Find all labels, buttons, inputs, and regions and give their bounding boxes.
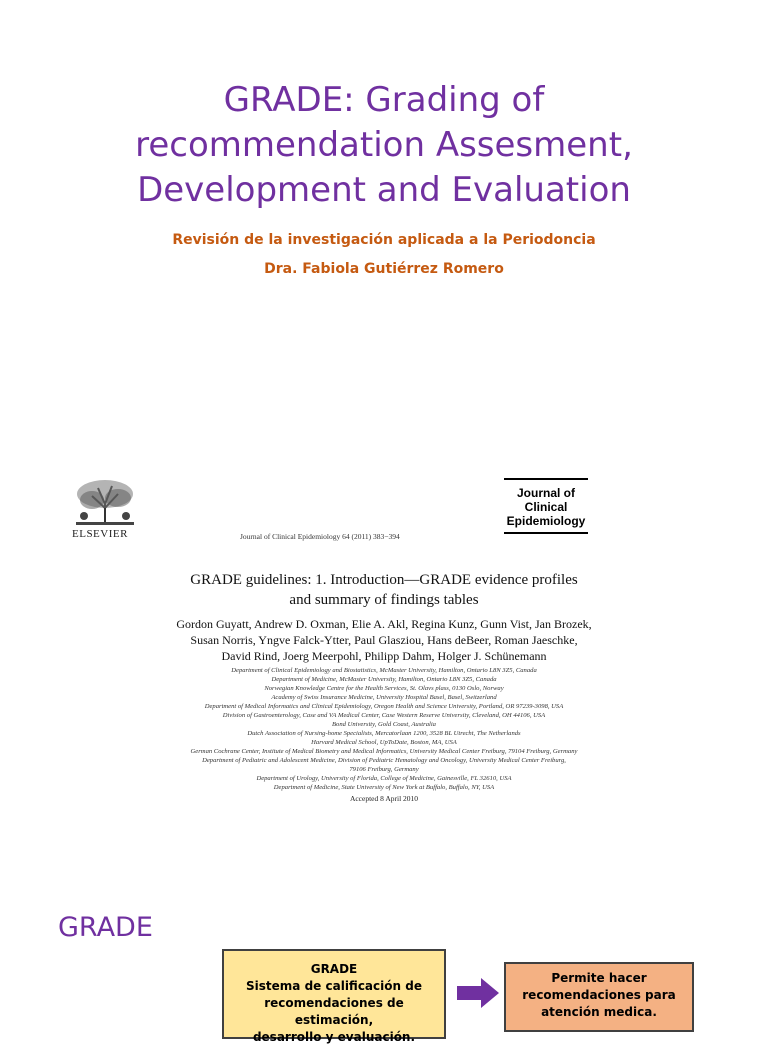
box-line: atención medica. <box>541 1005 657 1019</box>
box-line: recomendaciones de estimación, <box>264 996 404 1027</box>
affiliation: Department of Urology, University of Florida, College of Medicine, Gainesville, FL 32610, USA <box>256 775 512 782</box>
publisher-name: ELSEVIER <box>72 528 128 540</box>
title-line: recommendation Assesment, <box>135 125 633 165</box>
journal-logo-line: Clinical <box>524 500 568 514</box>
box-line: desarrollo y evaluación. <box>252 1030 416 1044</box>
affiliation: Department of Medicine, McMaster University, Hamilton, Ontario L8N 3Z5, Canada <box>271 676 497 683</box>
box-heading: GRADE <box>310 962 358 976</box>
author-line: David Rind, Joerg Meerpohl, Philipp Dahm, Holger J. Schünemann <box>221 649 547 663</box>
slide-2 <box>0 890 768 1044</box>
slide-author: Dra. Fabiola Gutiérrez Romero <box>264 261 504 277</box>
title-line: GRADE: Grading of <box>223 80 545 120</box>
affiliation: 79106 Freiburg, Germany <box>349 766 419 773</box>
author-line: Gordon Guyatt, Andrew D. Oxman, Elie A. Akl, Regina Kunz, Gunn Vist, Jan Brozek, <box>176 617 592 631</box>
slide-2-title: GRADE <box>58 912 153 943</box>
journal-logo <box>504 478 588 534</box>
paper-title-line: and summary of findings tables <box>289 592 479 608</box>
affiliation: Department of Clinical Epidemiology and Biostatistics, McMaster University, Hamilton, Ontario L8N 3Z5, Canada <box>231 667 537 674</box>
box-line: Sistema de calificación de <box>246 979 422 993</box>
title-line: Development and Evaluation <box>137 170 631 210</box>
grade-definition-box <box>222 949 446 1044</box>
paper-title-line: GRADE guidelines: 1. Introduction—GRADE evidence profiles <box>190 572 578 588</box>
box-line: recomendaciones para <box>522 988 676 1002</box>
journal-logo-line: Epidemiology <box>506 514 586 528</box>
paper-title <box>60 570 708 610</box>
journal-logo-line: Journal of <box>516 486 575 500</box>
box-line: Permite hacer <box>551 971 647 985</box>
slide-title <box>40 78 728 213</box>
affiliation: Harvard Medical School, UpToDate, Boston, MA, USA <box>311 739 457 746</box>
affiliation: Department of Medical Informatics and Clinical Epidemiology, Oregon Health and Science University, Portland, OR 97239-3098, USA <box>204 703 564 710</box>
affiliation: Department of Medicine, State University of New York at Buffalo, Buffalo, NY, USA <box>273 784 495 791</box>
affiliation: German Cochrane Center, Institute of Medical Biometry and Medical Informatics, University Medical Center Freiburg, 79104 Freiburg, Germany <box>190 748 578 755</box>
paper-affiliations <box>60 666 708 803</box>
right-arrow-icon <box>457 978 499 1008</box>
accepted-date: Accepted 8 April 2010 <box>349 794 419 803</box>
slide-subtitle: Revisión de la investigación aplicada a la Periodoncia <box>172 232 596 248</box>
affiliation: Division of Gastroenterology, Case and VA Medical Center, Case Western Reserve University, Cleveland, OH 44106, USA <box>222 712 546 719</box>
journal-citation: Journal of Clinical Epidemiology 64 (2011) 383−394 <box>240 532 400 541</box>
paper-excerpt-image <box>60 476 708 826</box>
paper-authors <box>60 616 708 664</box>
author-line: Susan Norris, Yngve Falck-Ytter, Paul Glasziou, Hans deBeer, Roman Jaeschke, <box>190 633 578 647</box>
affiliation: Dutch Association of Nursing-home Specialists, Mercatorlaan 1200, 3528 BL Utrecht, The Netherlands <box>247 730 521 737</box>
affiliation: Department of Pediatric and Adolescent Medicine, Division of Pediatric Hematology and Oncology, University Medical Center Freiburg, <box>202 757 566 764</box>
affiliation: Norwegian Knowledge Centre for the Health Services, St. Olavs plass, 0130 Oslo, Norway <box>264 685 504 692</box>
grade-purpose-box <box>504 962 694 1032</box>
affiliation: Bond University, Gold Coast, Australia <box>332 721 436 728</box>
affiliation: Academy of Swiss Insurance Medicine, University Hospital Basel, Basel, Switzerland <box>271 694 497 701</box>
